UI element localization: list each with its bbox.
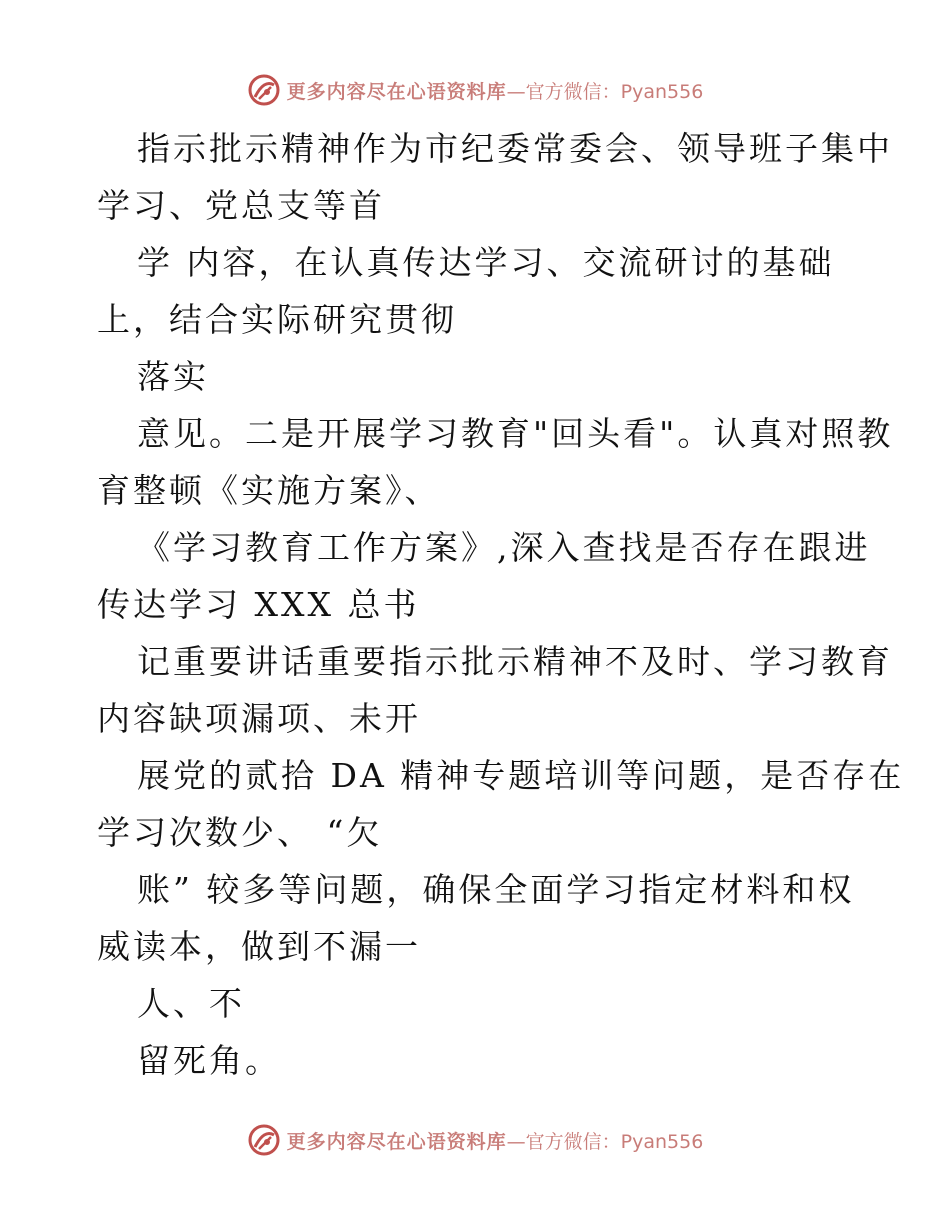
- text-line: 学习次数少、 “欠: [97, 813, 383, 852]
- text-line: 上，结合实际研究贯彻: [97, 300, 457, 339]
- text-line: 学习、党总支等首: [97, 186, 385, 225]
- text-line: 学 内容，在认真传达学习、交流研讨的基础: [137, 243, 835, 282]
- footer-banner-text: 更多内容尽在心语资料库: [286, 1130, 507, 1153]
- logo-icon: [247, 1123, 281, 1157]
- header-banner: [0, 70, 950, 110]
- footer-banner-contact: —官方微信：Pyan556: [506, 1130, 704, 1153]
- text-line: 传达学习 XXX 总书: [97, 585, 420, 624]
- text-line: 展党的贰拾 DA 精神专题培训等问题，是否存在: [137, 756, 905, 795]
- text-line: 落实: [137, 357, 209, 396]
- text-line: 内容缺项漏项、未开: [97, 699, 421, 738]
- text-line: 人、不: [137, 984, 245, 1023]
- text-line: 留死角。: [137, 1041, 281, 1080]
- text-line: 意见。二是开展学习教育"回头看"。认真对照教: [137, 414, 894, 453]
- header-banner-contact: —官方微信：Pyan556: [506, 80, 704, 103]
- text-line: 育整顿《实施方案》、: [97, 471, 441, 510]
- footer-banner: [0, 1120, 950, 1160]
- text-line: 威读本，做到不漏一: [97, 927, 421, 966]
- text-line: 账” 较多等问题，确保全面学习指定材料和权: [137, 870, 855, 909]
- logo-icon: [247, 73, 281, 107]
- text-line: 记重要讲话重要指示批示精神不及时、学习教育: [137, 642, 893, 681]
- text-line: 指示批示精神作为市纪委常委会、领导班子集中: [137, 129, 893, 168]
- text-line: 《学习教育工作方案》,深入查找是否存在跟进: [137, 528, 871, 567]
- header-banner-text: 更多内容尽在心语资料库: [286, 80, 507, 103]
